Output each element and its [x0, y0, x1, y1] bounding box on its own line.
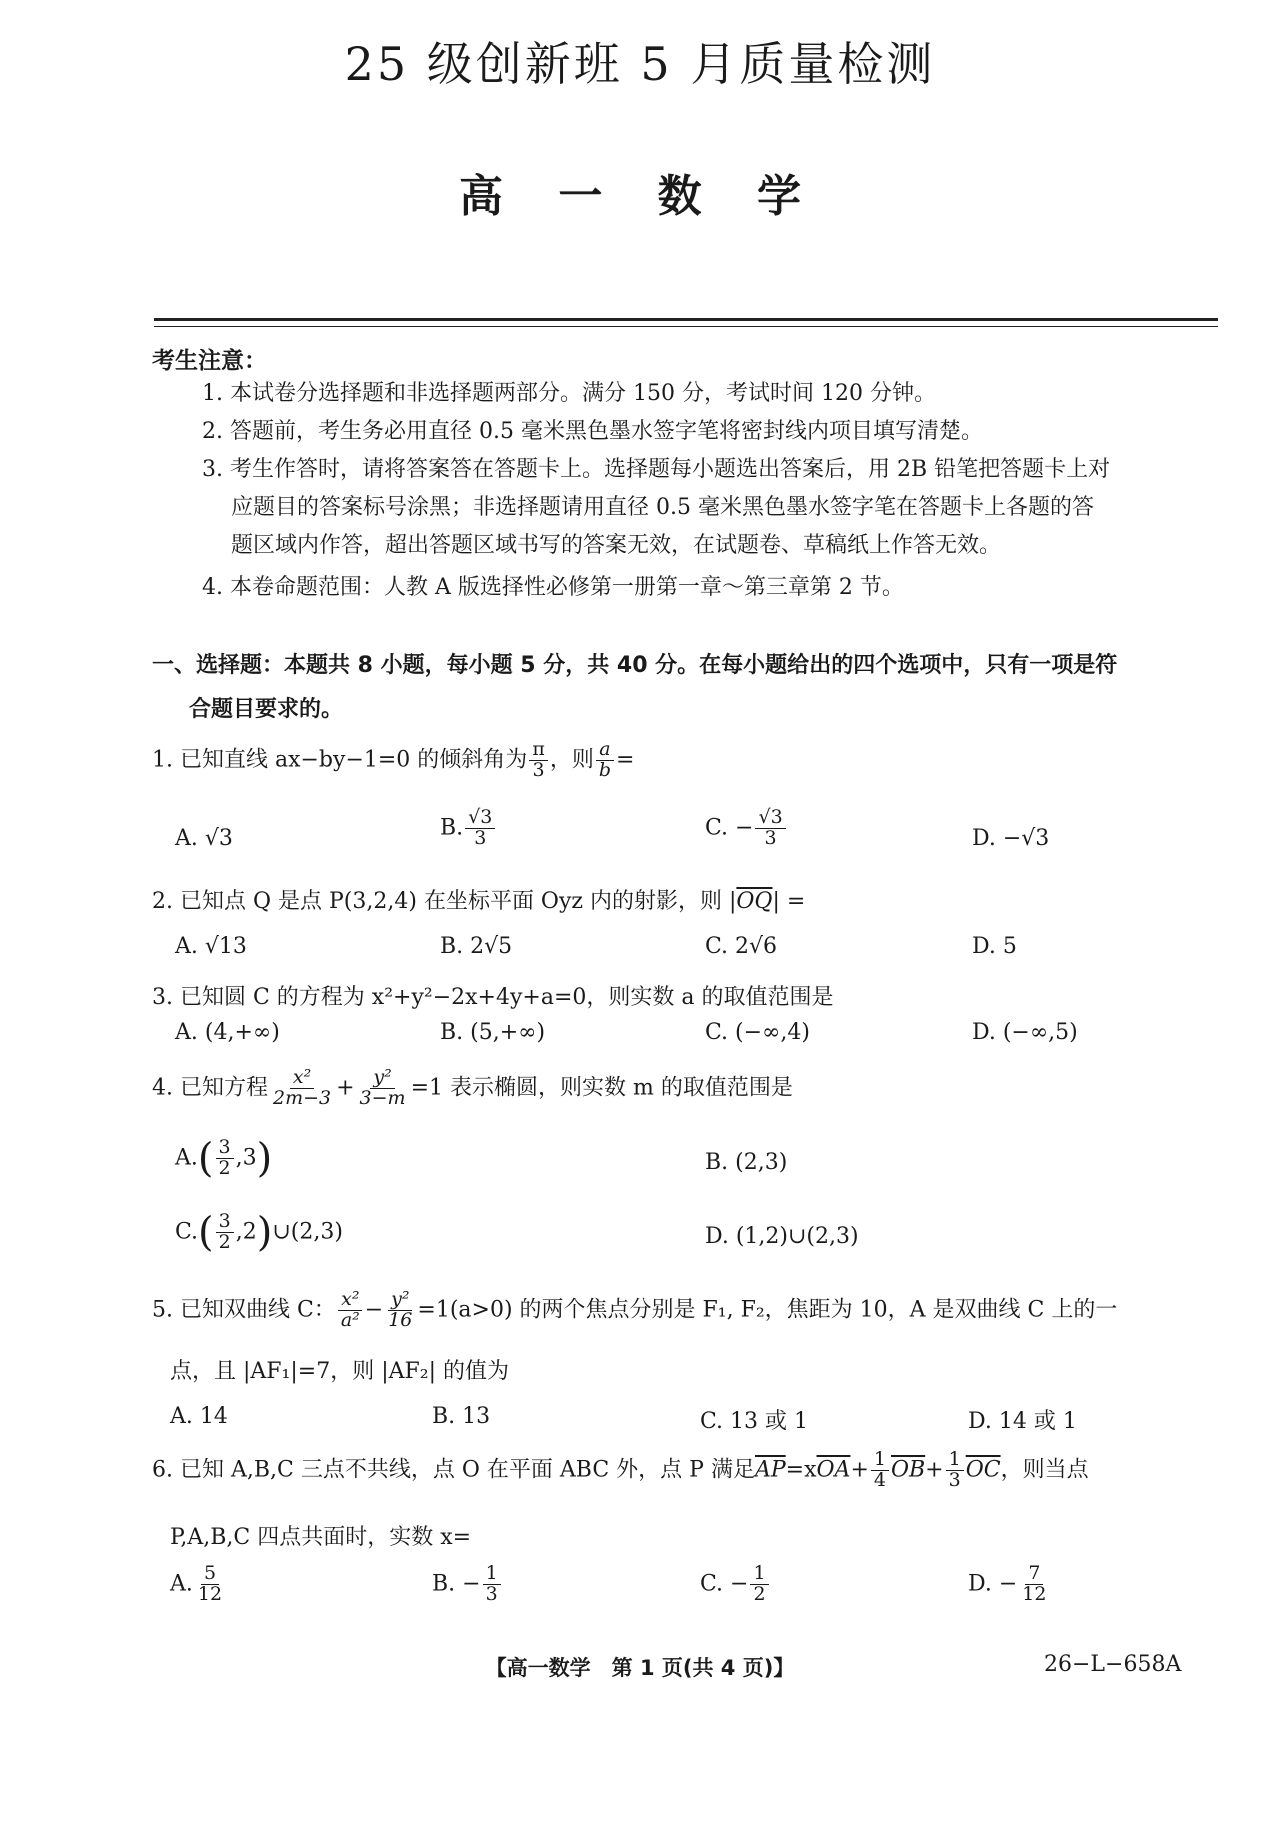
question-3-option-a: A. (4,+∞) — [175, 1020, 280, 1045]
notice-line-5: 题区域内作答，超出答题区域书写的答案无效，在试题卷、草稿纸上作答无效。 — [231, 533, 1002, 558]
question-2-option-d: D. 5 — [972, 934, 1017, 959]
question-1-option-a: A. √3 — [175, 826, 233, 851]
question-3-stem: 3. 已知圆 C 的方程为 x²+y²−2x+4y+a=0，则实数 a 的取值范围是 — [152, 985, 834, 1010]
ratio-fraction: $\frac{a}{b}$ — [596, 740, 614, 781]
question-4-option-b: B. (2,3) — [705, 1150, 788, 1175]
question-2-stem: 2. 已知点 Q 是点 P(3,2,4) 在坐标平面 Oyz 内的射影，则 $|\overline{OQ}|$ = — [152, 889, 806, 914]
notice-heading: 考生注意： — [152, 348, 267, 374]
exam-code: 26−L−658A — [1044, 1652, 1182, 1677]
question-6-stem-line-2: P,A,B,C 四点共面时，实数 x= — [170, 1525, 472, 1550]
question-4-option-a: A.( $\frac{3}{2}$ ,3) — [175, 1135, 273, 1182]
question-6-option-d: D. − $\frac{7}{12}$ — [968, 1562, 1047, 1605]
question-5-stem: 5. 已知双曲线 C： $\frac{\text{x²}}{\text{a²}}$ − $\frac{\text{y²}}{16}$ =1(a>0) 的两个焦点分别是 F₁, F₂，焦距为 10，A 是双曲线 C 上的一 — [152, 1288, 1118, 1331]
question-1-option-d: D. −√3 — [972, 826, 1050, 851]
section-heading-line-2: 合题目要求的。 — [189, 697, 344, 722]
vector-oq: $\overline{OQ}$ — [736, 889, 773, 914]
question-3-option-d: D. (−∞,5) — [972, 1020, 1078, 1045]
question-1-stem: 1. 已知直线 ax−by−1=0 的倾斜角为 $\frac{\pi}{3}$ ，则 $\frac{a}{b}$ = — [152, 738, 635, 781]
header-rule-thick — [154, 318, 1218, 321]
question-3-option-b: B. (5,+∞) — [440, 1020, 546, 1045]
question-5-stem-line-2: 点，且 |AF₁|=7，则 |AF₂| 的值为 — [170, 1359, 510, 1384]
page-footer: 【高一数学 第 1 页(共 4 页)】 — [485, 1656, 795, 1680]
question-4-option-c: C.( $\frac{3}{2}$ ,2)∪(2,3) — [175, 1209, 343, 1256]
question-5-option-d: D. 14 或 1 — [968, 1409, 1077, 1434]
question-5-option-b: B. 13 — [432, 1404, 491, 1429]
question-3-option-c: C. (−∞,4) — [705, 1020, 810, 1045]
notice-line-3: 3. 考生作答时，请将答案答在答题卡上。选择题每小题选出答案后，用 2B 铅笔把答题卡上对 — [202, 457, 1111, 482]
notice-line-6: 4. 本卷命题范围：人教 A 版选择性必修第一册第一章～第三章第 2 节。 — [202, 575, 904, 600]
question-1-option-c: C. − $\frac{√3}{3}$ — [705, 808, 788, 849]
question-6-option-c: C. − $\frac{1}{2}$ — [700, 1564, 771, 1605]
question-6-option-a: A. $\frac{5}{12}$ — [170, 1562, 223, 1605]
section-heading-line-1: 一、选择题：本题共 8 小题，每小题 5 分，共 40 分。在每小题给出的四个选项中，只有一项是符 — [152, 653, 1118, 678]
exam-title: 25 级创新班 5 月质量检测 — [344, 37, 936, 91]
question-2-option-c: C. 2√6 — [705, 934, 778, 959]
question-4-option-d: D. (1,2)∪(2,3) — [705, 1224, 859, 1249]
exam-subject: 高 一 数 学 — [459, 171, 821, 222]
question-1-option-b: B. $\frac{√3}{3}$ — [440, 808, 497, 849]
question-5-option-a: A. 14 — [170, 1404, 228, 1429]
header-rule-thin — [154, 326, 1218, 327]
notice-line-4: 应题目的答案标号涂黑；非选择题请用直径 0.5 毫米黑色墨水签字笔在答题卡上各题的答 — [231, 495, 1094, 520]
angle-fraction: $\frac{\pi}{3}$ — [529, 740, 548, 781]
question-4-stem: 4. 已知方程 $\frac{\text{x²}}{2m-3}$ + $\frac{\text{y²}}{3-m}$ =1 表示椭圆，则实数 m 的取值范围是 — [152, 1066, 793, 1109]
notice-line-1: 1. 本试卷分选择题和非选择题两部分。满分 150 分，考试时间 120 分钟。 — [202, 381, 936, 406]
question-6-stem: 6. 已知 A,B,C 三点不共线，点 O 在平面 ABC 外，点 P 满足$\overline{AP}=x\overline{OA}+$ $\frac{1}{4}$ $\overline{OB}+$ $\frac{1}{3}$ $\overline{OC}$，则当点 — [152, 1448, 1089, 1491]
question-2-option-b: B. 2√5 — [440, 934, 513, 959]
notice-line-2: 2. 答题前，考生务必用直径 0.5 毫米黑色墨水签字笔将密封线内项目填写清楚。 — [202, 419, 983, 444]
question-2-option-a: A. √13 — [175, 934, 247, 959]
question-5-option-c: C. 13 或 1 — [700, 1409, 809, 1434]
question-6-option-b: B. − $\frac{1}{3}$ — [432, 1564, 503, 1605]
